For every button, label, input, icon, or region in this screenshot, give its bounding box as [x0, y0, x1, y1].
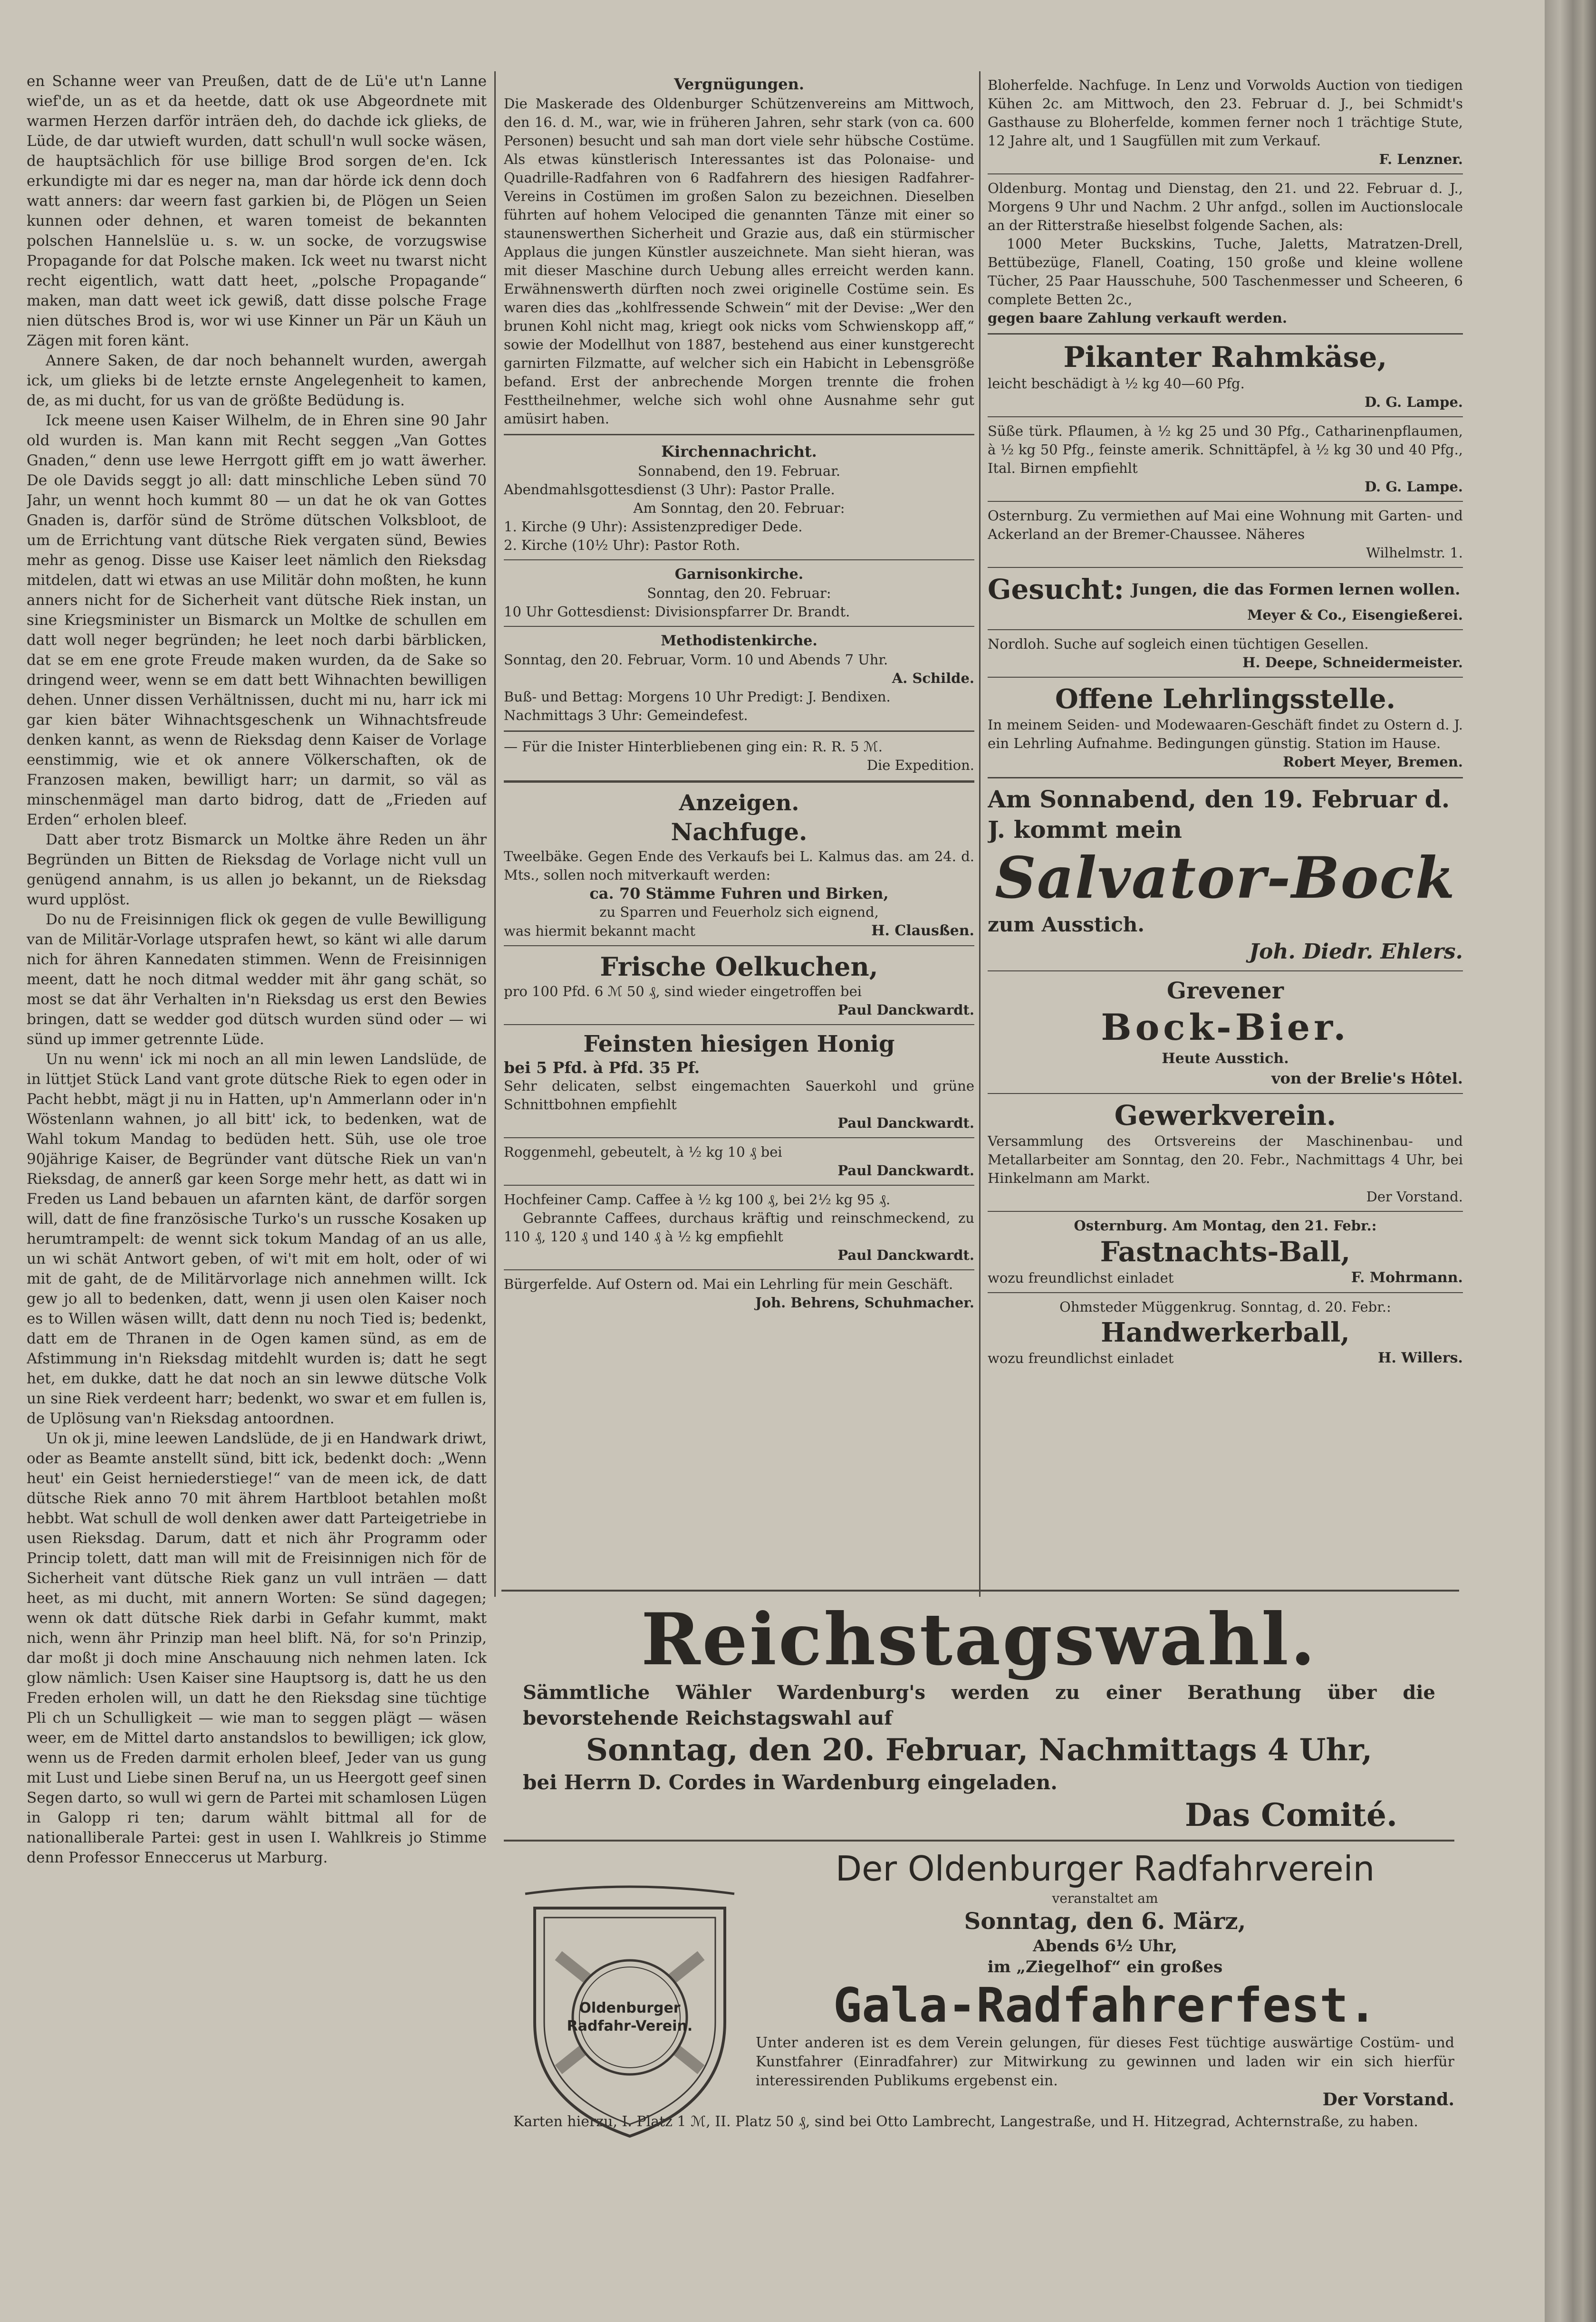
signature: F. Lenzner.	[1379, 151, 1463, 167]
ad-text: Abends 6½ Uhr,	[1033, 1937, 1177, 1956]
ad-text: Sehr delicaten, selbst eingemachten Sauerkohl und grüne Schnittbohnen empfiehlt	[504, 1078, 974, 1113]
signature: von der Brelie's Hôtel.	[1271, 1069, 1463, 1087]
emblem-shield-graphic	[516, 1880, 744, 2146]
signature: Joh. Behrens, Schuhmacher.	[755, 1295, 974, 1311]
ad-title-gesucht: Gesucht:	[988, 573, 1124, 605]
ad-text: pro 100 Pfd. 6 ℳ 50 ₰, sind wieder eingetroffen bei	[504, 983, 862, 999]
ad-headline: Grevener	[1167, 978, 1284, 1004]
ad-text: Oldenburg. Montag und Dienstag, den 21. und 22. Februar d. J., Morgens 9 Uhr und Nachm. 2 Uhr anfgd., sollen im Auctionslocale an der Ritterstraße hieselbst folgende Sachen, als:	[988, 180, 1463, 233]
ad-text: Bloherfelde. Nachfuge. In Lenz und Vorwolds Auction von tiedigen Kühen 2c. am Mittwoch, den 23. Februar d. J., bei Schmidt's Gasthause zu Bloherfelde, kommen ferner noch 1 trächtige Stute, 12 Jahre alt, und 1 Saugfüllen mit zum Verkauf.	[988, 77, 1463, 149]
ad-text: 1000 Meter Buckskins, Tuche, Jaletts, Matratzen-Drell, Bettübezüge, Flanell, Coating, 150 große und kleine wollene Tücher, 25 Paar Hausschuhe, 500 Taschenmesser und Scheeren, 6 complete Betten 2c.,	[988, 236, 1463, 307]
ad-title-gala-radfahrerfest: Gala-Radfahrerfest.	[833, 1977, 1377, 2033]
ad-text: veranstaltet am	[1052, 1890, 1158, 1906]
signature: Der Vorstand.	[1322, 2090, 1454, 2110]
ad-text: gegen baare Zahlung verkauft werden.	[988, 310, 1288, 326]
section-divider	[501, 1590, 1459, 1592]
ad-text: Jungen, die das Formen lernen wollen.	[1131, 580, 1461, 598]
column-divider	[494, 71, 496, 1597]
emblem-text-line2: Radfahr-Verein.	[567, 2018, 693, 2034]
ad-text: Versammlung des Ortsvereins der Maschinenbau- und Metallarbeiter am Sonntag, den 20. Febr., Nachmittags 4 Uhr, bei Hinkelmann am Markt.	[988, 1133, 1463, 1186]
ad-text: Tweelbäke. Gegen Ende des Verkaufs bei L. Kalmus das. am 24. d. Mts., sollen noch mitverkauft werden:	[504, 848, 974, 883]
ad-text: In meinem Seiden- und Modewaaren-Geschäft findet zu Ostern d. J. ein Lehrling Aufnahme. Bedingungen günstig. Station im Hause.	[988, 717, 1463, 751]
signature: Robert Meyer, Bremen.	[1283, 754, 1463, 770]
ad-text: Sämmtliche Wähler Wardenburg's werden zu einer Berathung über die bevorstehende Reichstagswahl auf	[523, 1681, 1435, 1729]
ad-text: bei 5 Pfd. à Pfd. 35 Pf.	[504, 1058, 700, 1077]
section-heading-kirchen: Kirchennachricht.	[661, 442, 817, 461]
ad-title-handwerkerball: Handwerkerball,	[1101, 1317, 1350, 1348]
ad-highlight: Sonntag, den 6. März,	[964, 1908, 1246, 1935]
ad-text: wozu freundlichst einladet	[988, 1270, 1174, 1286]
ad-text: im „Ziegelhof“ ein großes	[987, 1957, 1223, 1977]
column-left-article	[27, 71, 487, 2295]
ad-title-gewerkverein: Gewerkverein.	[1114, 1099, 1336, 1132]
ad-text: wozu freundlichst einladet	[988, 1350, 1174, 1366]
ad-text: Bürgerfelde. Auf Ostern od. Mai ein Lehrling für mein Geschäft.	[504, 1276, 953, 1292]
ad-text: Karten hierzu, I. Platz 1 ℳ, II. Platz 50 ₰, sind bei Otto Lambrecht, Langestraße, und H. Hitzegrad, Achternstraße, zu haben.	[513, 2113, 1418, 2130]
ad-title-reichstagswahl: Reichstagswahl.	[641, 1598, 1317, 1681]
section-heading-methodisten: Methodistenkirche.	[661, 633, 817, 649]
ad-text: Osternburg. Am Montag, den 21. Febr.:	[1074, 1218, 1377, 1234]
signature: H. Willers.	[1378, 1350, 1463, 1366]
ad-title-lehrlingsstelle: Offene Lehrlingsstelle.	[1055, 683, 1396, 715]
notice-line: Sonntag, den 20. Februar:	[647, 585, 831, 601]
notice-line: Sonnabend, den 19. Februar.	[637, 463, 841, 479]
signature: H. Deepe, Schneidermeister.	[1242, 654, 1463, 671]
ad-text: Süße türk. Pflaumen, à ½ kg 25 und 30 Pfg., Catharinenpflaumen, à ½ kg 50 Pfg., feinste amerik. Schnittäpfel, à ½ kg 30 und 40 Pfg., Ital. Birnen empfiehlt	[988, 423, 1463, 476]
ad-title-bockbier: Bock-Bier.	[1101, 1006, 1350, 1048]
column-right-ads	[988, 76, 1463, 1549]
radfahrverein-emblem	[516, 1880, 744, 2146]
ad-text: Hochfeiner Camp. Caffee à ½ kg 100 ₰, bei 2½ kg 95 ₰.	[504, 1191, 891, 1208]
ad-text: Ohmsteder Müggenkrug. Sonntag, d. 20. Febr.:	[1059, 1299, 1391, 1315]
ad-title-rahmkaese: Pikanter Rahmkäse,	[1063, 341, 1387, 374]
ad-text: leicht beschädigt à ½ kg 40—60 Pfg.	[988, 375, 1245, 392]
signature: D. G. Lampe.	[1365, 394, 1463, 410]
article-paragraph: Ick meene usen Kaiser Wilhelm, de in Ehren sine 90 Jahr old wurden is. Man kann mit Recht seggen „Van Gottes Gnaden,“ denn use lewe Herrgott gifft em jo watt äwerher. De ole Davids seggt jo all: datt minschliche Leben sünd 70 Jahr, un wennt hoch kummt 80 — un dat he ok van Gottes Gnaden is, darför sünd de Ströme dütschen Volksbloot, de um de Errichtung vant dütsche Riek vergaten sünd, Bewies mehr as genog. Disse use Kaiser leet nämlich den Rieksdag mitdelen, datt wi etwas an use Militär dohn moßten, he kunn anners nicht for de Sicherheit vant dütsche Riek instan, un sine Kriegsminister un Bismarck un Moltke de schullen em datt woll neger begründen; he leet noch darbi bärblicken, dat se em ene grote Freude maken wurden, da de Sake so dringend weer, wenn se em datt bett Wihnachten bewilligen dehen. Unner dissen Verhältnissen, ducht mi nu, harr ick mi gar kien bäter Wihnachtsgeschenk un Wihnachtsfreude denken kannt, as wenn de Rieksdag denn Kaiser de Vorlage eenstimmig, wie et ok annere Völkerschaften, ok de Franzosen maken, bewilligt harr; un darmit, so väl as minschenmägel man darto bidrog, datt de „Frieden auf Erden“ erholen bleef.	[27, 412, 487, 828]
ad-text: zu Sparren und Feuerholz sich eignend,	[599, 904, 879, 920]
signature: D. G. Lampe.	[1365, 479, 1463, 495]
ad-text: zum Ausstich.	[988, 913, 1144, 936]
section-heading-garnison: Garnisonkirche.	[674, 566, 804, 583]
ad-title-oelkuchen: Frische Oelkuchen,	[600, 951, 878, 982]
signature: Der Vorstand.	[1366, 1189, 1463, 1205]
ad-title-honig: Feinsten hiesigen Honig	[583, 1031, 895, 1057]
ad-text: Osternburg. Zu vermiethen auf Mai eine Wohnung mit Garten- und Ackerland an der Bremer-Chaussee. Näheres	[988, 508, 1463, 542]
article-paragraph: Do nu de Freisinnigen flick ok gegen de vulle Bewilligung van de Militär-Vorlage utsprafen hewt, so känt wi alle darum nich for ähren Kannedaten stimmen. Wenn de Freisinnigen meent, datt he noch ditmal wedder mit ähr gang schät, so most se dat ähr Verhalten in'n Rieksdag us erst den Bewies bringen, datt se wedder god dütsch wurden sünd oder — wi sünd up immer getrennte Lüde.	[27, 911, 487, 1048]
ad-title-nachfuge: Nachfuge.	[671, 818, 808, 846]
signature: Paul Danckwardt.	[837, 1247, 974, 1263]
signature: Die Expedition.	[866, 757, 974, 773]
article-paragraph: Annere Saken, de dar noch behannelt wurden, awergah ick, um glieks bi de letzte ernste Angelegenheit to kamen, de, as mi ducht, for us van de größte Bedüdung is.	[27, 352, 487, 409]
signature: Paul Danckwardt.	[837, 1162, 974, 1179]
book-page-edge	[1545, 0, 1596, 2322]
notice-text: Sonntag, den 20. Februar, Vorm. 10 und Abends 7 Uhr.	[504, 652, 888, 668]
ad-title-fastnachtsball: Fastnachts-Ball,	[1100, 1236, 1351, 1268]
ad-text: Roggenmehl, gebeutelt, à ½ kg 10 ₰ bei	[504, 1144, 782, 1160]
section-heading-vergnuegungen: Vergnügungen.	[673, 75, 805, 93]
ad-title-salvator-bock: Salvator-Bock	[995, 844, 1456, 912]
signature: Wilhelmstr. 1.	[1366, 545, 1463, 561]
article-paragraph: Un ok ji, mine leewen Landslüde, de ji en Handwark driwt, oder as Beamte anstellt sünd, bitt ick, bedenkt doch: „Wenn heut' ein Geist herniederstiege!“ van de meen ick, de datt dütsche Riek anno 70 mit ährem Hartbloot betahlen moßt hebbt. Wat schull de woll denken awer datt Parteigetriebe in usen Rieksdag. Darum, datt et nich ähr Programm oder Princip tolett, datt man will mit de Freisinnigen nich för de Sicherheit vant dütsche Riek ganz un vull inträen — datt heet, as mi ducht, mit annern Worten: Se sünd dagegen; wenn ok datt dütsche Riek darbi in Gefahr kummt, makt nich, wenn ähr Prinzip man heel blift. Nä, for so'n Prinzip, dar moßt ji doch mine Anschauung nich nehmen laten. Ick glow nämlich: Usen Kaiser sine Hauptsorg is, datt he us den Freden erholen will, un datt he den Rieksdag sine tüchtige Pli ch un Schulligkeit — wie man to seggen plägt — wäsen weer, em de Mittel darto anstandslos to bewilligen; ick glow, wenn us de Freden darmit erholen bleef, Jeder van us gung mit Lust und Liebe sinen Beruf na, un us Heergott geef sinen Segen darto, so wull wi gern de Partei mit schamlosen Lügen in Galopp ri ten; darum wählt bittmal all for de nationalliberale Partei: gest in usen I. Wahlkreis jo Stimme denn Professor Enneccerus ut Marburg.	[27, 1430, 487, 1866]
article-paragraph: en Schanne weer van Preußen, datt de de Lü'e ut'n Lanne wief'de, un as et da heetde, datt ok use Abgeordnete mit warmen Herzen darför inträen deh, do dachde ick glieks, de Lüde, de dar utwieft wurden, datt schull'n wull socke wäsen, de hauptsächlich för use billige Brod sorgen de'en. Ick erkundigte mi dar es neger na, man dar hörde ick denn doch watt anners: dar weern fast garkien bi, de Plögen un Seien kunnen oder dehnen, et waren tomeist de bekannten polschen Hannelslüe u. s. w. un socke, de vorzugswise Propagande for dat Polsche maken. Ick weet nu twarst nicht recht eigentlich, watt datt heet, „polsche Propagande“ maken, man datt weet ick gewiß, datt disse polsche Frage nien dütsches Brod is, wor wi use Kinner un Pär un Käuh un Zägen mit foren känt.	[27, 73, 487, 349]
notice-text: Nachmittags 3 Uhr: Gemeindefest.	[504, 707, 748, 723]
signature: F. Mohrmann.	[1351, 1269, 1463, 1286]
ad-text: Heute Ausstich.	[1162, 1050, 1289, 1067]
article-paragraph: Un nu wenn' ick mi noch an all min lewen Landslüde, de in lüttjet Stück Land vant grote dütsche Riek to egen oder in Pacht hebbt, mägt ji nu in Hatten, up'n Ammerlann oder in'n Wöstenlann wahnen, jo all bitt' ick, to bedenken, wat de Wahl tokum Mandag to bedüden hett. Süh, use ole troe 90jährige Kaiser, de Begründer vant dütsche Riek un van'n Rieksdag, de annerß gar keen Sorge mehr hett, as datt wi in Freden us Land bebauen un afarnten känt, de darför sorgen will, datt de fine französische Turko's un russche Kosaken up herumtrampelt: de wennt sick tokum Mandag of an us alle, un wi schät Antwort geben, of wi't mit em holt, oder of wi mit de gaht, de de Militärvorlage nich annehmen willt. Ick gew jo all to bedenken, datt, wenn ji usen olen Kaiser noch es to Willen wäsen willt, datt denn nu noch Tied is; bedenkt, datt em de Thranen in de Ogen kamen sünd, as em de Afstimmung in'n Rieksdag mitdehlt wurden is; datt he segt het, em dukke, datt he dat noch an sin lewwe dütsche Volk un sine Riek verdeent harr; bedenkt, wo swar et em fullen is, de Uplösung van'n Rieksdag antoordnen.	[27, 1051, 487, 1427]
ad-text: Nordloh. Suche auf sogleich einen tüchtigen Gesellen.	[988, 636, 1369, 652]
emblem-text-line1: Oldenburger	[579, 2000, 681, 2016]
ad-text: was hiermit bekannt macht	[504, 923, 696, 939]
column-divider	[979, 71, 981, 1597]
notice-line: 1. Kirche (9 Uhr): Assistenzprediger Dede.	[504, 518, 803, 535]
notice-line: 2. Kirche (10½ Uhr): Pastor Roth.	[504, 537, 740, 553]
column-middle	[504, 74, 974, 1547]
ad-highlight: ca. 70 Stämme Fuhren und Birken,	[589, 884, 889, 902]
signature: Das Comité.	[1184, 1796, 1397, 1833]
signature: Paul Danckwardt.	[837, 1002, 974, 1018]
signature: Paul Danckwardt.	[837, 1115, 974, 1131]
notice-line: Abendmahlsgottesdienst (3 Uhr): Pastor Pralle.	[504, 481, 835, 498]
signature: H. Clausßen.	[871, 922, 974, 939]
article-paragraph: Die Maskerade des Oldenburger Schützenvereins am Mittwoch, den 16. d. M., war, wie in früheren Jahren, sehr stark (von ca. 600 Personen) besucht und sah man dort viele sehr hübsche Costüme. Als etwas künstlerisch Interessantes ist das Polonaise- und Quadrille-Radfahren von 6 Radfahrern des hiesigen Radfahrer-Vereins in Costümen im großen Salon zu bezeichnen. Dieselben führten auf hohem Velociped die genannten Tänze mit einer so staunenswerthen Sicherheit und Grazie aus, daß ein stürmischer Applaus die jungen Künstler auszeichnete. Man sieht hieran, was mit dieser Maschine durch Uebung alles erreicht werden kann. Erwähnenswerth dürften noch zwei originelle Costüme sein. Es waren dies das „kohlfressende Schwein“ mit der Devise: „Wer den brunen Kohl nicht mag, kriegt ook nicks vom Schwienskopp aff,“ sowie der Modellhut von 1887, bestehend aus einer kunstgerecht garnirten Filzmatte, auf welcher sich ein Habicht in Lebensgröße befand. Erst der anbrechende Morgen trennte die frohen Festtheilnehmer, welche sich wohl ohne Ausnahme sehr gut amüsirt haben.	[504, 96, 974, 427]
ad-title-radfahrverein: Der Oldenburger Radfahrverein	[835, 1849, 1375, 1889]
notice-text: — Für die Inister Hinterbliebenen ging ein: R. R. 5 ℳ.	[504, 739, 883, 755]
ad-headline: Am Sonnabend, den 19. Februar d. J. kommt mein	[988, 785, 1450, 844]
signature: A. Schilde.	[892, 670, 974, 686]
notice-text: Buß- und Bettag: Morgens 10 Uhr Predigt: J. Bendixen.	[504, 689, 891, 705]
notice-line: 10 Uhr Gottesdienst: Divisionspfarrer Dr. Brandt.	[504, 604, 850, 620]
section-heading-anzeigen: Anzeigen.	[679, 790, 799, 816]
notice-line: Am Sonntag, den 20. Februar:	[633, 500, 845, 516]
ad-text: bei Herrn D. Cordes in Wardenburg eingeladen.	[523, 1771, 1058, 1794]
ad-highlight: Sonntag, den 20. Februar, Nachmittags 4 Uhr,	[586, 1732, 1373, 1768]
signature: Meyer & Co., Eisengießerei.	[1247, 607, 1463, 623]
article-paragraph: Datt aber trotz Bismarck un Moltke ähre Reden un ähr Begründen un Bitten de Rieksdag de Vorlage nicht vull un genügend annahm, is us allen jo bekannt, un de Rieksdag wurd upplöst.	[27, 831, 487, 908]
signature: Joh. Diedr. Ehlers.	[1249, 940, 1463, 964]
ad-text: Unter anderen ist es dem Verein gelungen, für dieses Fest tüchtige auswärtige Costüm- und Kunstfahrer (Einradfahrer) zur Mitwirkung zu gewinnen und laden wir ein sich hierfür interessirenden Publikums ergebenst ein.	[756, 2034, 1454, 2089]
ad-text: Gebrannte Caffees, durchaus kräftig und reinschmeckend, zu 110 ₰, 120 ₰ und 140 ₰ à ½ kg empfiehlt	[504, 1210, 974, 1245]
